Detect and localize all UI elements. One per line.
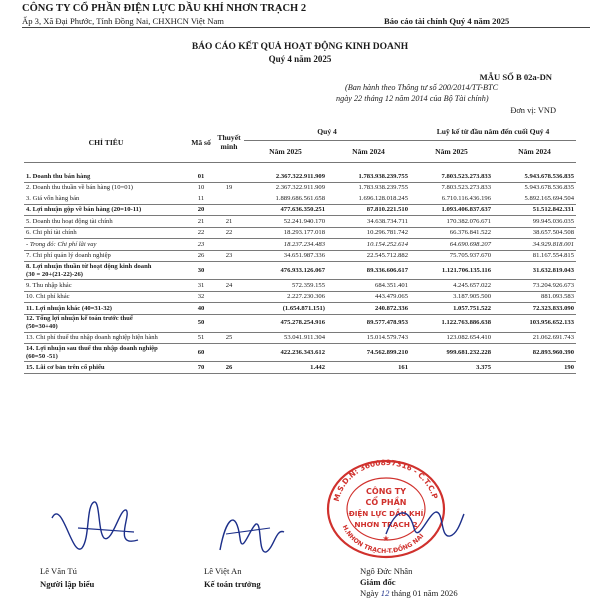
header-ytd-2024: Năm 2024: [493, 141, 576, 163]
row-q2025: 475.278.254.916: [244, 314, 327, 332]
row-ytd2024: 34.929.818.001: [493, 239, 576, 251]
row-label: [24, 262, 188, 280]
row-code: 70: [188, 362, 214, 374]
row-ytd2024: 73.204.926.673: [493, 280, 576, 292]
row-q2025: 477.636.350.251: [244, 204, 327, 216]
row-ytd2025: 999.681.232.228: [410, 344, 493, 362]
table-row: [24, 344, 576, 362]
row-q2025: 18.293.177.018: [244, 227, 327, 239]
date-prefix: Ngày: [360, 588, 379, 598]
report-reference: Báo cáo tài chính Quý 4 năm 2025: [384, 16, 510, 26]
row-label-line2: (30 = 20+(21-22)-26): [26, 270, 83, 278]
header-item: CHỈ TIÊU: [24, 122, 188, 163]
header-quarter: Quý 4: [244, 122, 410, 141]
date-day: 12: [380, 588, 390, 598]
row-note: 26: [214, 362, 244, 374]
row-label-line2: (60=50 -51): [26, 352, 58, 360]
row-q2024: 10.296.781.742: [327, 227, 410, 239]
seal-bottom-text: H.NHƠN TRẠCH-T.ĐỒNG NAI: [340, 524, 426, 556]
header-q-2025: Năm 2025: [244, 141, 327, 163]
table-row: [24, 216, 576, 228]
row-ytd2025: 1.057.751.522: [410, 303, 493, 315]
row-q2024: 15.014.579.743: [327, 332, 410, 344]
form-note-line2: ngày 22 tháng 12 năm 2014 của Bộ Tài chính): [336, 94, 489, 103]
row-code: 01: [188, 171, 214, 182]
table-row: [24, 227, 576, 239]
row-code: 32: [188, 291, 214, 303]
row-code: 11: [188, 193, 214, 204]
header-note: Thuyết minh: [214, 122, 244, 163]
signature-stroke: [52, 502, 138, 549]
row-ytd2024: 72.323.833.090: [493, 303, 576, 315]
seal-ring-text: M.S.D.N: 3600897316 - C.T.C.P: [331, 457, 440, 503]
seal-line4: NHƠN TRẠCH 2: [354, 520, 418, 529]
row-note: 22: [214, 227, 244, 239]
row-ytd2024: 5.943.678.536.835: [524, 184, 574, 192]
row-label: 7. Chi phí quản lý doanh nghiệp: [24, 250, 188, 262]
table-row: [24, 250, 576, 262]
row-q2025: 2.367.322.911.909: [275, 184, 325, 192]
row-ytd2025: 7.803.523.273.833: [410, 171, 493, 182]
accountant-role: Kế toán trưởng: [204, 579, 261, 589]
row-label: 5. Doanh thu hoạt động tài chính: [24, 216, 188, 228]
table-row: [24, 314, 576, 332]
row-q2025: 1.889.686.561.658: [244, 193, 327, 204]
row-note: [214, 291, 244, 303]
company-address: Ấp 3, Xã Đại Phước, Tỉnh Đồng Nai, CHXHCN Việt Nam: [22, 16, 224, 26]
row-q2024: 87.810.221.510: [327, 204, 410, 216]
row-q2025: 18.237.234.483: [244, 239, 327, 251]
row-q2024: 443.479.065: [327, 291, 410, 303]
row-q2025: 53.041.911.304: [244, 332, 327, 344]
row-ytd2025: 66.376.841.522: [410, 227, 493, 239]
row-label: 6. Chi phí tài chính: [24, 227, 188, 239]
table-row: [24, 239, 576, 251]
row-ytd2024: 881.093.583: [493, 291, 576, 303]
row-q2025: 2.367.322.911.909: [244, 171, 327, 182]
header-ytd: Luỹ kế từ đầu năm đến cuối Quý 4: [410, 122, 576, 141]
table-row: [24, 182, 576, 193]
row-q2025: 572.359.155: [244, 280, 327, 292]
row-code: 22: [188, 227, 214, 239]
row-label: - Trong đó: Chi phí lãi vay: [24, 239, 188, 251]
currency-unit: Đơn vị: VND: [510, 106, 556, 115]
report-subtitle: Quý 4 năm 2025: [268, 54, 332, 64]
row-q2025: (1.654.871.151): [244, 303, 327, 315]
row-q2025: 422.236.343.612: [244, 344, 327, 362]
row-q2025: 2.227.230.306: [244, 291, 327, 303]
preparer-signature: [42, 488, 152, 568]
date-rest: tháng 01 năm 2026: [391, 588, 458, 598]
company-name: CÔNG TY CỔ PHẦN ĐIỆN LỰC DẦU KHÍ NHƠN TRẠCH 2: [22, 3, 307, 14]
table-row: [24, 193, 576, 204]
row-code: 30: [188, 262, 214, 280]
row-ytd2025: 1.121.706.135.116: [410, 262, 493, 280]
row-ytd2024: 21.062.691.743: [493, 332, 576, 344]
director-block: [360, 566, 458, 598]
row-ytd2025: 7.803.523.273.833: [441, 184, 491, 192]
row-q2025: 52.241.940.170: [244, 216, 327, 228]
row-note: [214, 193, 244, 204]
row-code: 60: [188, 344, 214, 362]
row-label: [24, 344, 188, 362]
row-label: 10. Chi phí khác: [24, 291, 188, 303]
signature-stroke: [386, 512, 464, 536]
row-ytd2024: 31.632.819.043: [493, 262, 576, 280]
preparer-role: Người lập biểu: [40, 579, 95, 589]
table-row: [24, 262, 576, 280]
row-ytd2025: 75.705.937.670: [410, 250, 493, 262]
row-code: 23: [188, 239, 214, 251]
row-note: [214, 204, 244, 216]
row-q2025: 1.442: [244, 362, 327, 374]
row-ytd2025: 3.375: [410, 362, 493, 374]
row-q2024: 1.696.128.018.245: [327, 193, 410, 204]
row-ytd2025: 6.710.116.436.196: [410, 193, 493, 204]
table-row: [24, 362, 576, 374]
signature-stroke: [220, 520, 284, 552]
header-code: Mã số: [188, 122, 214, 163]
header-ytd-2025: Năm 2025: [410, 141, 493, 163]
row-q2024: 10.154.252.614: [327, 239, 410, 251]
director-name: Ngô Đức Nhân: [360, 566, 413, 576]
row-note: [214, 314, 244, 332]
row-ytd2024: 5.943.678.536.835: [493, 171, 576, 182]
row-note: 23: [214, 250, 244, 262]
row-label: 13. Chi phí thuế thu nhập doanh nghiệp hiện hành: [24, 332, 188, 344]
row-q2024: 161: [327, 362, 410, 374]
row-code: 31: [188, 280, 214, 292]
income-statement-table: [24, 122, 576, 374]
table-spacer: [24, 163, 576, 172]
row-ytd2025: 1.093.406.837.637: [410, 204, 493, 216]
row-label-line2: (50=30+40): [26, 323, 58, 330]
row-label: 3. Giá vốn hàng bán: [24, 193, 188, 204]
row-ytd2025: 64.690.698.207: [410, 239, 493, 251]
row-q2024: 74.562.899.210: [327, 344, 410, 362]
seal-line1: CÔNG TY: [366, 487, 406, 496]
row-ytd2024: 81.167.554.815: [493, 250, 576, 262]
table-row: [24, 332, 576, 344]
form-note-line1: (Ban hành theo Thông tư số 200/2014/TT-BTC: [345, 83, 499, 92]
row-ytd2024: 103.956.652.133: [493, 314, 576, 332]
row-q2024: 1.783.938.239.755: [358, 184, 408, 192]
row-ytd2024: 5.892.165.694.504: [493, 193, 576, 204]
form-code: MẪU SỐ B 02a-DN: [479, 72, 552, 82]
row-ytd2024: 38.657.504.508: [493, 227, 576, 239]
accountant-signature: [206, 498, 296, 570]
row-note: [214, 262, 244, 280]
row-q2025: 476.933.126.067: [244, 262, 327, 280]
row-note: [214, 303, 244, 315]
seal-star-icon: ★: [382, 534, 390, 543]
table-row: [24, 204, 576, 216]
table-row: [24, 171, 576, 182]
row-code: 10: [197, 184, 205, 192]
row-q2024: 89.336.606.617: [327, 262, 410, 280]
row-label-line1: 8. Lợi nhuận thuần từ hoạt động kinh doanh: [26, 262, 152, 270]
row-code: 51: [188, 332, 214, 344]
row-ytd2024: 82.893.960.390: [493, 344, 576, 362]
table-row: [24, 280, 576, 292]
director-signature: [378, 494, 468, 564]
row-label: 11. Lợi nhuận khác (40=31-32): [24, 303, 188, 315]
row-note: [214, 171, 244, 182]
row-q2024: 684.351.401: [327, 280, 410, 292]
row-ytd2024: 51.512.842.331: [493, 204, 576, 216]
accountant-name: Lê Việt An: [204, 566, 242, 576]
header-q-2024: Năm 2024: [327, 141, 410, 163]
row-q2024: 240.872.336: [327, 303, 410, 315]
row-ytd2024: 99.945.036.035: [493, 216, 576, 228]
row-ytd2025: 170.382.076.671: [410, 216, 493, 228]
row-ytd2025: 3.187.905.500: [410, 291, 493, 303]
row-label: 1. Doanh thu bán hàng: [24, 171, 188, 182]
row-note: 25: [214, 332, 244, 344]
report-title: BÁO CÁO KẾT QUẢ HOẠT ĐỘNG KINH DOANH: [191, 42, 409, 52]
row-q2024: 89.577.478.953: [327, 314, 410, 332]
row-note: 24: [214, 280, 244, 292]
row-note: 21: [214, 216, 244, 228]
row-code: 20: [188, 204, 214, 216]
row-label-line1: 12. Tổng lợi nhuận kế toán trước thuế: [26, 315, 133, 322]
row-q2024: 34.638.734.711: [327, 216, 410, 228]
row-code: 50: [188, 314, 214, 332]
row-q2024: 1.783.938.239.755: [327, 171, 410, 182]
row-code: 26: [188, 250, 214, 262]
row-label-line1: 14. Lợi nhuận sau thuế thu nhập doanh nghiệp: [26, 344, 158, 352]
row-code: 40: [188, 303, 214, 315]
header-divider: [22, 27, 590, 28]
row-ytd2025: 1.122.763.886.638: [410, 314, 493, 332]
signing-date: [360, 588, 458, 598]
row-ytd2025: 4.245.657.022: [410, 280, 493, 292]
row-note: 19: [225, 184, 233, 192]
row-q2024: 22.545.712.882: [327, 250, 410, 262]
row-label: [24, 314, 188, 332]
row-note: [214, 239, 244, 251]
row-label: 15. Lãi cơ bản trên cổ phiếu: [24, 362, 188, 374]
accountant-block: [204, 566, 261, 589]
row-ytd2024: 190: [493, 362, 576, 374]
preparer-name: Lê Văn Tú: [40, 566, 77, 576]
row-label: 2. Doanh thu thuần về bán hàng (10=01): [26, 184, 133, 192]
row-q2025: 34.651.987.336: [244, 250, 327, 262]
row-label: 4. Lợi nhuận gộp về bán hàng (20=10-11): [24, 204, 188, 216]
seal-line2: CỔ PHẦN: [365, 498, 407, 507]
director-role: Giám đốc: [360, 577, 396, 587]
table-row: [24, 291, 576, 303]
row-label: 9. Thu nhập khác: [24, 280, 188, 292]
table-row: [24, 303, 576, 315]
seal-line3: ĐIỆN LỰC DẦU KHÍ: [348, 509, 424, 518]
row-code: 21: [188, 216, 214, 228]
row-ytd2025: 123.082.654.410: [410, 332, 493, 344]
preparer-block: [40, 566, 94, 589]
signature-stroke: [226, 528, 270, 534]
row-note: [214, 344, 244, 362]
